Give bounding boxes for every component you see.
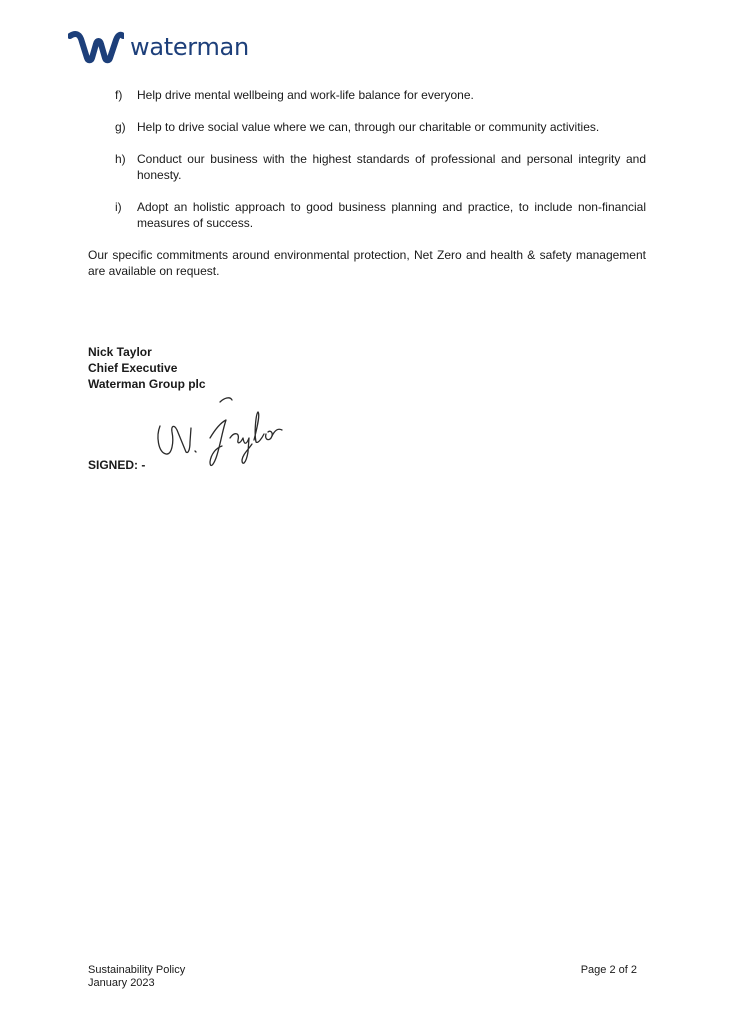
company-logo: [68, 30, 249, 64]
signatory-title: Chief Executive: [88, 361, 178, 375]
footer-document-title: Sustainability Policy: [88, 964, 186, 976]
list-item-text: Adopt an holistic approach to good business planning and practice, to include non-financial measures of success.: [137, 200, 646, 230]
footer-date: January 2023: [88, 977, 155, 989]
list-item-text: Help to drive social value where we can, through our charitable or community activities.: [137, 120, 600, 134]
signatory-block: [88, 344, 206, 392]
signatory-company: Waterman Group plc: [88, 377, 206, 391]
list-item: [88, 199, 646, 231]
commitments-list: [88, 87, 646, 247]
waterman-wave-logo-icon: [68, 30, 124, 64]
signatory-name: Nick Taylor: [88, 345, 152, 359]
commitments-paragraph: Our specific commitments around environmental protection, Net Zero and health & safety management are available on request.: [88, 248, 646, 278]
signed-label: SIGNED: -: [88, 458, 146, 472]
list-item: [88, 151, 646, 183]
list-item-text: Help drive mental wellbeing and work-life balance for everyone.: [137, 88, 474, 102]
logo-wordmark: waterman: [130, 33, 249, 61]
list-marker: h): [115, 152, 126, 166]
list-item-text: Conduct our business with the highest standards of professional and personal integrity and honesty.: [137, 152, 646, 182]
list-item: [88, 119, 646, 135]
list-marker: i): [115, 200, 122, 214]
handwritten-signature: [150, 392, 285, 472]
list-marker: f): [115, 88, 123, 102]
footer-document-info: [88, 964, 185, 990]
list-marker: g): [115, 120, 126, 134]
footer-page-number: Page 2 of 2: [580, 964, 637, 976]
list-item: [88, 87, 646, 103]
